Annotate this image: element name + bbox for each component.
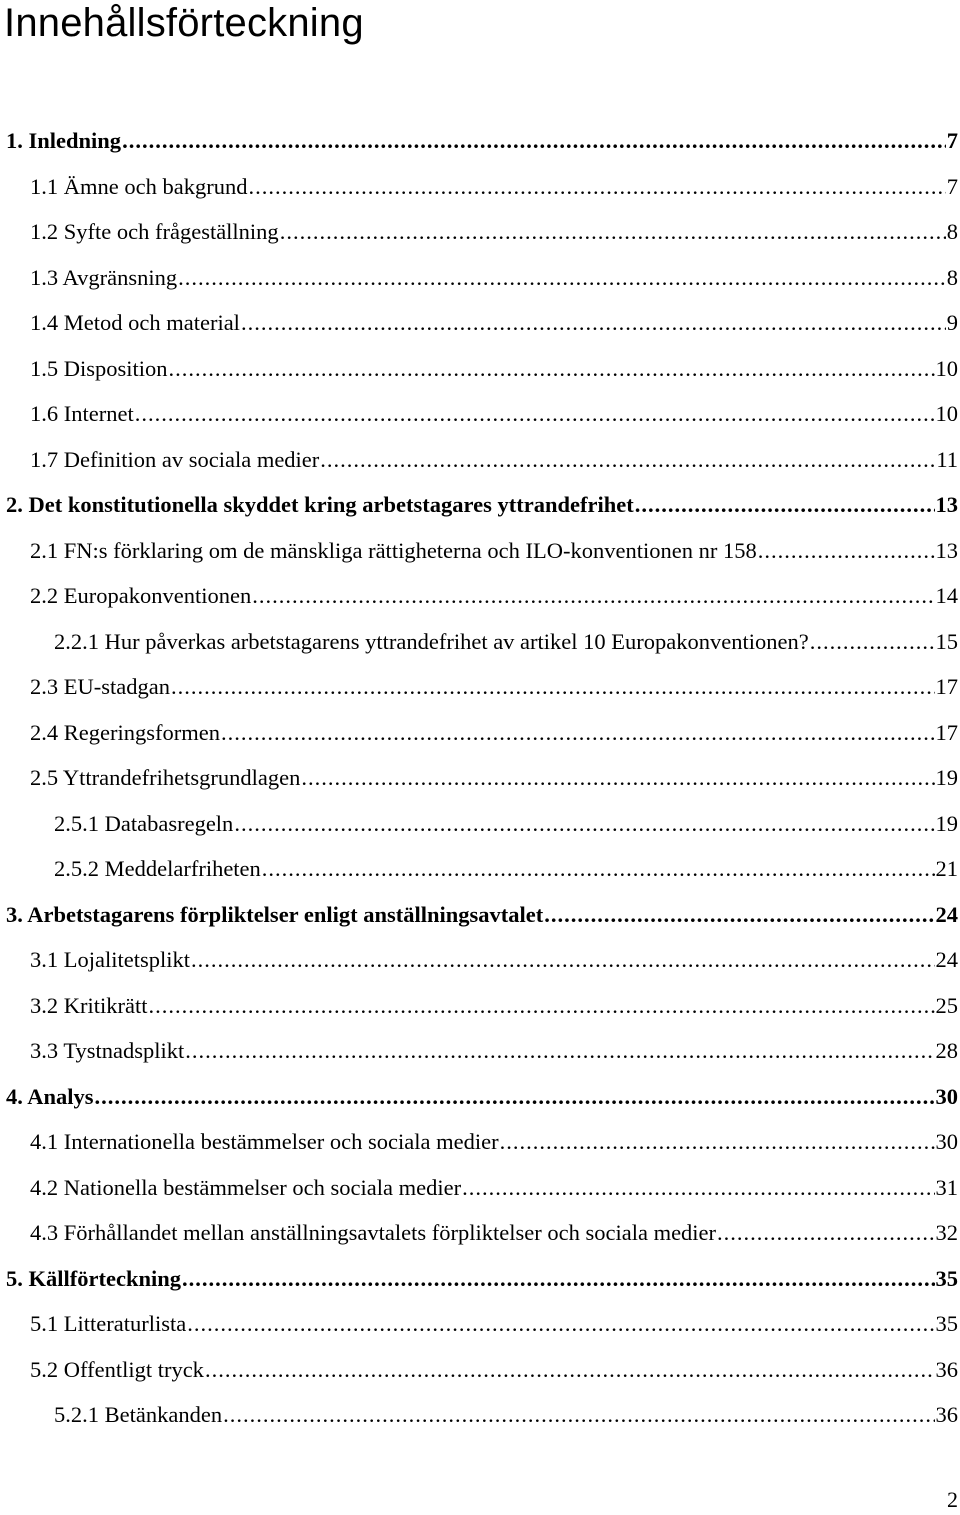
toc-entry-page: 24	[935, 947, 958, 972]
toc-entry[interactable]	[6, 1256, 960, 1302]
toc-dot-leader	[810, 619, 935, 665]
toc-dot-leader	[182, 1256, 935, 1302]
toc-entry[interactable]	[30, 573, 960, 619]
toc-entry-title: 1.3 Avgränsning	[30, 264, 178, 290]
toc-entry-title: 4.2 Nationella bestämmelser och sociala medier	[30, 1174, 462, 1200]
toc-entry[interactable]	[30, 1165, 960, 1211]
toc-entry-page: 32	[935, 1220, 958, 1245]
toc-entry[interactable]	[30, 937, 960, 983]
toc-entry-title: 2.5.2 Meddelarfriheten	[54, 856, 261, 881]
toc-entry-page: 19	[935, 765, 958, 790]
toc-dot-leader	[717, 1210, 934, 1256]
toc-entry-title: 1.1 Ämne och bakgrund	[30, 173, 248, 199]
toc-dot-leader	[234, 801, 934, 847]
toc-entry-page: 25	[935, 992, 958, 1018]
toc-dot-leader	[544, 892, 934, 938]
toc-entry-page: 36	[935, 1402, 958, 1427]
toc-entry-title: 4. Analys	[6, 1083, 94, 1109]
toc-dot-leader	[635, 482, 935, 528]
toc-entry-page: 11	[936, 446, 958, 472]
toc-entry[interactable]	[30, 755, 960, 801]
toc-entry[interactable]	[30, 1210, 960, 1256]
toc-dot-leader	[248, 164, 945, 210]
toc-entry[interactable]	[30, 710, 960, 756]
toc-entry-page: 17	[935, 719, 958, 745]
toc-entry[interactable]	[30, 1347, 960, 1393]
toc-entry-title: 2.3 EU-stadgan	[30, 674, 170, 699]
toc-dot-leader	[191, 937, 935, 983]
toc-entry[interactable]	[30, 164, 960, 210]
toc-entry[interactable]	[30, 1119, 960, 1165]
toc-entry-page: 8	[946, 264, 958, 290]
toc-entry-title: 2.2.1 Hur påverkas arbetstagarens yttrandefrihet av artikel 10 Europakonventionen?	[54, 628, 809, 654]
toc-entry-page: 7	[946, 173, 958, 199]
toc-dot-leader	[301, 755, 934, 801]
toc-dot-leader	[262, 846, 935, 892]
toc-entry-title: 5.2.1 Betänkanden	[54, 1402, 223, 1427]
toc-entry-page: 35	[935, 1265, 958, 1291]
toc-dot-leader	[169, 346, 935, 392]
toc-entry[interactable]	[30, 391, 960, 437]
toc-entry-page: 30	[935, 1083, 958, 1109]
toc-dot-leader	[223, 1392, 934, 1438]
toc-entry-page: 9	[946, 310, 958, 335]
toc-entry-page: 30	[935, 1129, 958, 1154]
toc-dot-leader	[280, 209, 946, 255]
toc-dot-leader	[122, 118, 946, 164]
toc-dot-leader	[95, 1074, 935, 1120]
toc-entry-title: 1. Inledning	[6, 128, 122, 153]
toc-entry[interactable]	[30, 1028, 960, 1074]
toc-entry[interactable]	[6, 482, 960, 528]
toc-dot-leader	[221, 710, 935, 756]
toc-entry-page: 10	[935, 401, 958, 426]
toc-entry[interactable]	[30, 437, 960, 483]
toc-entry-title: 2. Det konstitutionella skyddet kring arbetstagares yttrandefrihet	[6, 492, 634, 517]
toc-entry-title: 5.2 Offentligt tryck	[30, 1356, 204, 1382]
toc-dot-leader	[135, 391, 935, 437]
toc-entry[interactable]	[6, 1074, 960, 1120]
toc-entry[interactable]	[30, 255, 960, 301]
toc-entry[interactable]	[54, 1392, 960, 1438]
toc-dot-leader	[241, 300, 946, 346]
toc-entry-page: 8	[946, 219, 958, 244]
toc-entry-title: 2.4 Regeringsformen	[30, 719, 220, 745]
page-title: Innehållsförteckning	[4, 1, 364, 45]
toc-entry-title: 1.4 Metod och material	[30, 310, 240, 335]
toc-entry[interactable]	[54, 846, 960, 892]
toc-entry-title: 5. Källförteckning	[6, 1265, 181, 1291]
toc-entry[interactable]	[6, 118, 960, 164]
toc-entry-page: 19	[935, 810, 958, 836]
toc-entry-title: 3.2 Kritikrätt	[30, 992, 148, 1018]
toc-entry-title: 3.3 Tystnadsplikt	[30, 1038, 185, 1063]
toc-dot-leader	[185, 1028, 934, 1074]
toc-entry-title: 2.5 Yttrandefrihetsgrundlagen	[30, 765, 301, 790]
toc-entry[interactable]	[30, 528, 960, 574]
toc-dot-leader	[462, 1165, 934, 1211]
toc-entry-page: 15	[935, 628, 958, 654]
toc-entry-title: 2.2 Europakonventionen	[30, 583, 252, 608]
toc-dot-leader	[205, 1347, 935, 1393]
toc-entry-page: 7	[946, 128, 958, 153]
toc-entry-title: 4.3 Förhållandet mellan anställningsavtalets förpliktelser och sociala medier	[30, 1220, 717, 1245]
toc-entry[interactable]	[6, 892, 960, 938]
toc-entry-page: 10	[935, 355, 958, 381]
toc-entry[interactable]	[54, 801, 960, 847]
toc-dot-leader	[171, 664, 935, 710]
toc-dot-leader	[148, 983, 934, 1029]
toc-entry-page: 35	[935, 1311, 958, 1336]
toc-entry-page: 31	[935, 1174, 958, 1200]
toc-entry[interactable]	[30, 1301, 960, 1347]
toc-entry-title: 1.2 Syfte och frågeställning	[30, 219, 279, 244]
toc-entry[interactable]	[30, 300, 960, 346]
toc-dot-leader	[187, 1301, 934, 1347]
toc-entry-page: 36	[935, 1356, 958, 1382]
toc-entry-title: 1.6 Internet	[30, 401, 134, 426]
toc-entry-page: 13	[935, 492, 958, 517]
toc-entry[interactable]	[30, 209, 960, 255]
toc-entry[interactable]	[30, 983, 960, 1029]
toc-entry[interactable]	[54, 619, 960, 665]
toc-entry-title: 1.5 Disposition	[30, 355, 168, 381]
toc-dot-leader	[320, 437, 935, 483]
toc-entry-title: 5.1 Litteraturlista	[30, 1311, 187, 1336]
toc-entry-title: 1.7 Definition av sociala medier	[30, 446, 320, 472]
toc-entry-title: 4.1 Internationella bestämmelser och sociala medier	[30, 1129, 499, 1154]
toc-entry-title: 2.5.1 Databasregeln	[54, 810, 234, 836]
toc-entry-page: 28	[935, 1038, 958, 1063]
toc-entry[interactable]	[30, 664, 960, 710]
toc-dot-leader	[252, 573, 934, 619]
toc-dot-leader	[178, 255, 946, 301]
toc-entry-page: 14	[935, 583, 958, 608]
toc-dot-leader	[500, 1119, 935, 1165]
toc-entry-page: 17	[935, 674, 958, 699]
toc-dot-leader	[758, 528, 935, 574]
toc-entry-page: 24	[935, 901, 958, 927]
toc-entry-page: 13	[935, 537, 958, 563]
toc-entry-title: 3.1 Lojalitetsplikt	[30, 947, 190, 972]
page-number: 2	[947, 1487, 958, 1512]
toc-entry-title: 3. Arbetstagarens förpliktelser enligt anställningsavtalet	[6, 901, 544, 927]
toc-entry-title: 2.1 FN:s förklaring om de mänskliga rättigheterna och ILO-konventionen nr 158	[30, 537, 757, 563]
toc-entry-page: 21	[935, 856, 958, 881]
toc-entry[interactable]	[30, 346, 960, 392]
